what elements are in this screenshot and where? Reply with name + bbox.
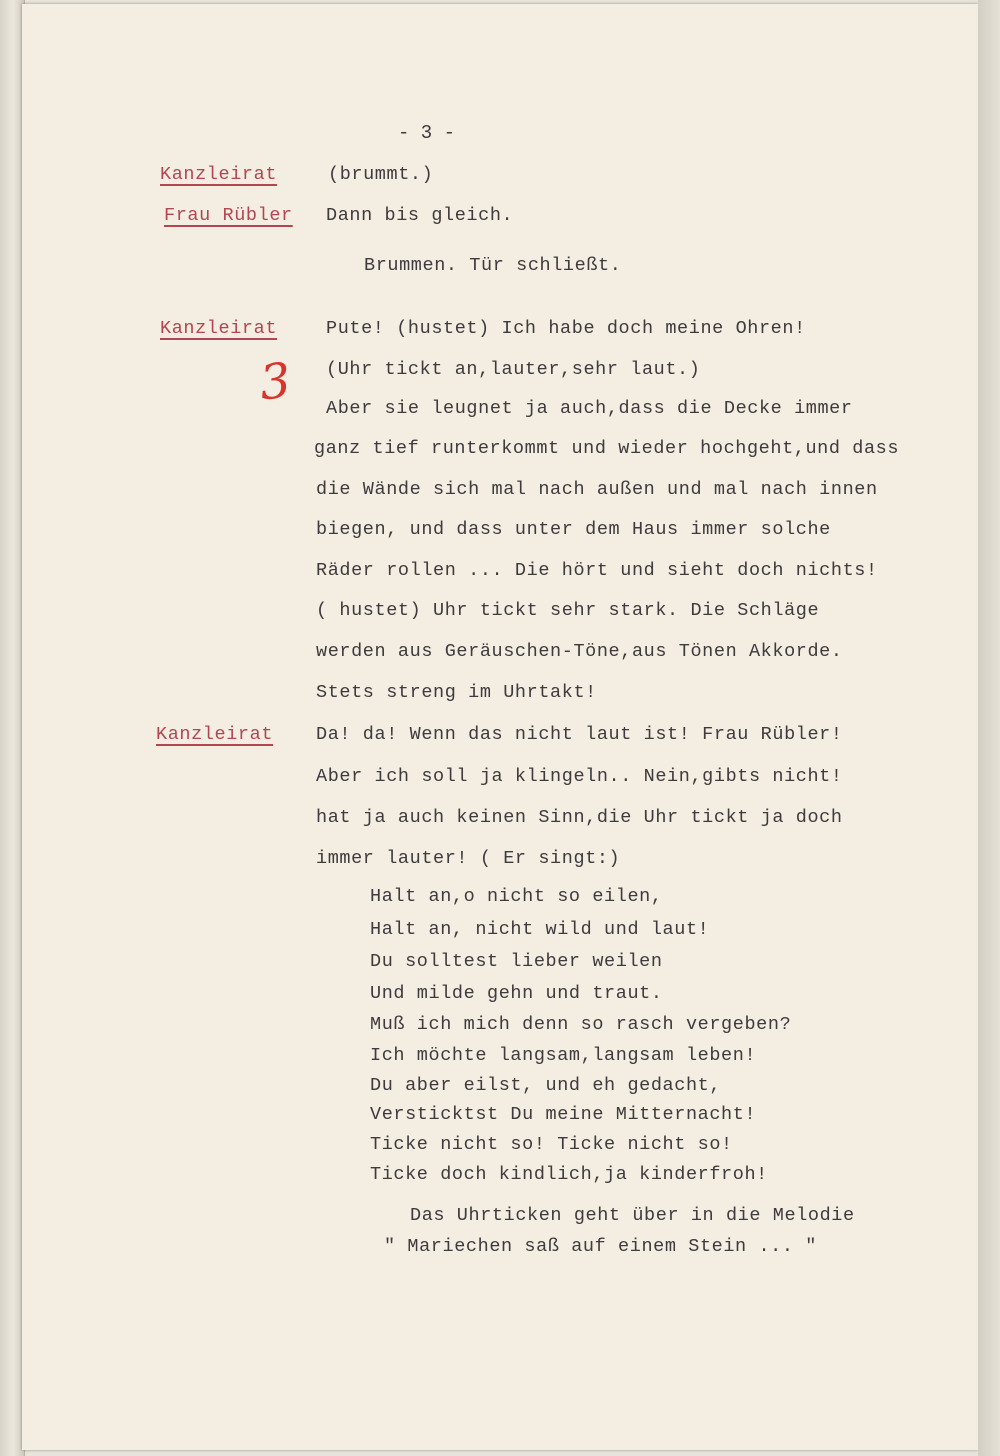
song-line: Du solltest lieber weilen [370, 951, 663, 972]
song-line: Ich möchte langsam,langsam leben! [370, 1045, 757, 1066]
speaker-label: Frau Rübler [164, 205, 293, 226]
song-line: Und milde gehn und traut. [370, 983, 663, 1004]
dialogue-line: Dann bis gleich. [326, 205, 514, 226]
speaker-label: Kanzleirat [160, 318, 278, 339]
page-edge [978, 0, 1000, 1456]
song-line: Du aber eilst, und eh gedacht, [370, 1075, 722, 1096]
stage-direction: Stets streng im Uhrtakt! [316, 682, 597, 703]
song-line: Ticke doch kindlich,ja kinderfroh! [370, 1164, 768, 1185]
dialogue-line: (brummt.) [328, 164, 434, 185]
song-line: Halt an,o nicht so eilen, [370, 886, 663, 907]
handwritten-page-mark: 3 [257, 352, 294, 412]
dialogue-line: biegen, und dass unter dem Haus immer solche [316, 519, 831, 540]
stage-direction: Brummen. Tür schließt. [364, 255, 622, 276]
page-number: - 3 - [398, 122, 456, 144]
song-line: Versticktst Du meine Mitternacht! [370, 1104, 757, 1125]
document-page [22, 4, 978, 1450]
song-line: Ticke nicht so! Ticke nicht so! [370, 1134, 733, 1155]
stage-direction: Das Uhrticken geht über in die Melodie [410, 1205, 855, 1226]
dialogue-line: Da! da! Wenn das nicht laut ist! Frau Rübler! [316, 724, 843, 745]
dialogue-line: die Wände sich mal nach außen und mal nach innen [316, 479, 878, 500]
dialogue-line: hat ja auch keinen Sinn,die Uhr tickt ja doch [316, 807, 843, 828]
dialogue-line: Aber sie leugnet ja auch,dass die Decke immer [326, 398, 853, 419]
stage-direction: ( hustet) Uhr tickt sehr stark. Die Schläge [316, 600, 820, 621]
speaker-label: Kanzleirat [156, 724, 274, 745]
stage-direction: (Uhr tickt an,lauter,sehr laut.) [326, 359, 701, 380]
stage-direction: werden aus Geräuschen-Töne,aus Tönen Akkorde. [316, 641, 843, 662]
dialogue-line: immer lauter! ( Er singt:) [316, 848, 621, 869]
dialogue-line: Aber ich soll ja klingeln.. Nein,gibts nicht! [316, 766, 843, 787]
stage-direction: " Mariechen saß auf einem Stein ... " [384, 1236, 817, 1257]
song-line: Muß ich mich denn so rasch vergeben? [370, 1014, 792, 1035]
dialogue-line: ganz tief runterkommt und wieder hochgeht,und dass [314, 438, 900, 459]
song-line: Halt an, nicht wild und laut! [370, 919, 710, 940]
dialogue-line: Pute! (hustet) Ich habe doch meine Ohren! [326, 318, 806, 339]
speaker-label: Kanzleirat [160, 164, 278, 185]
dialogue-line: Räder rollen ... Die hört und sieht doch nichts! [316, 560, 878, 581]
